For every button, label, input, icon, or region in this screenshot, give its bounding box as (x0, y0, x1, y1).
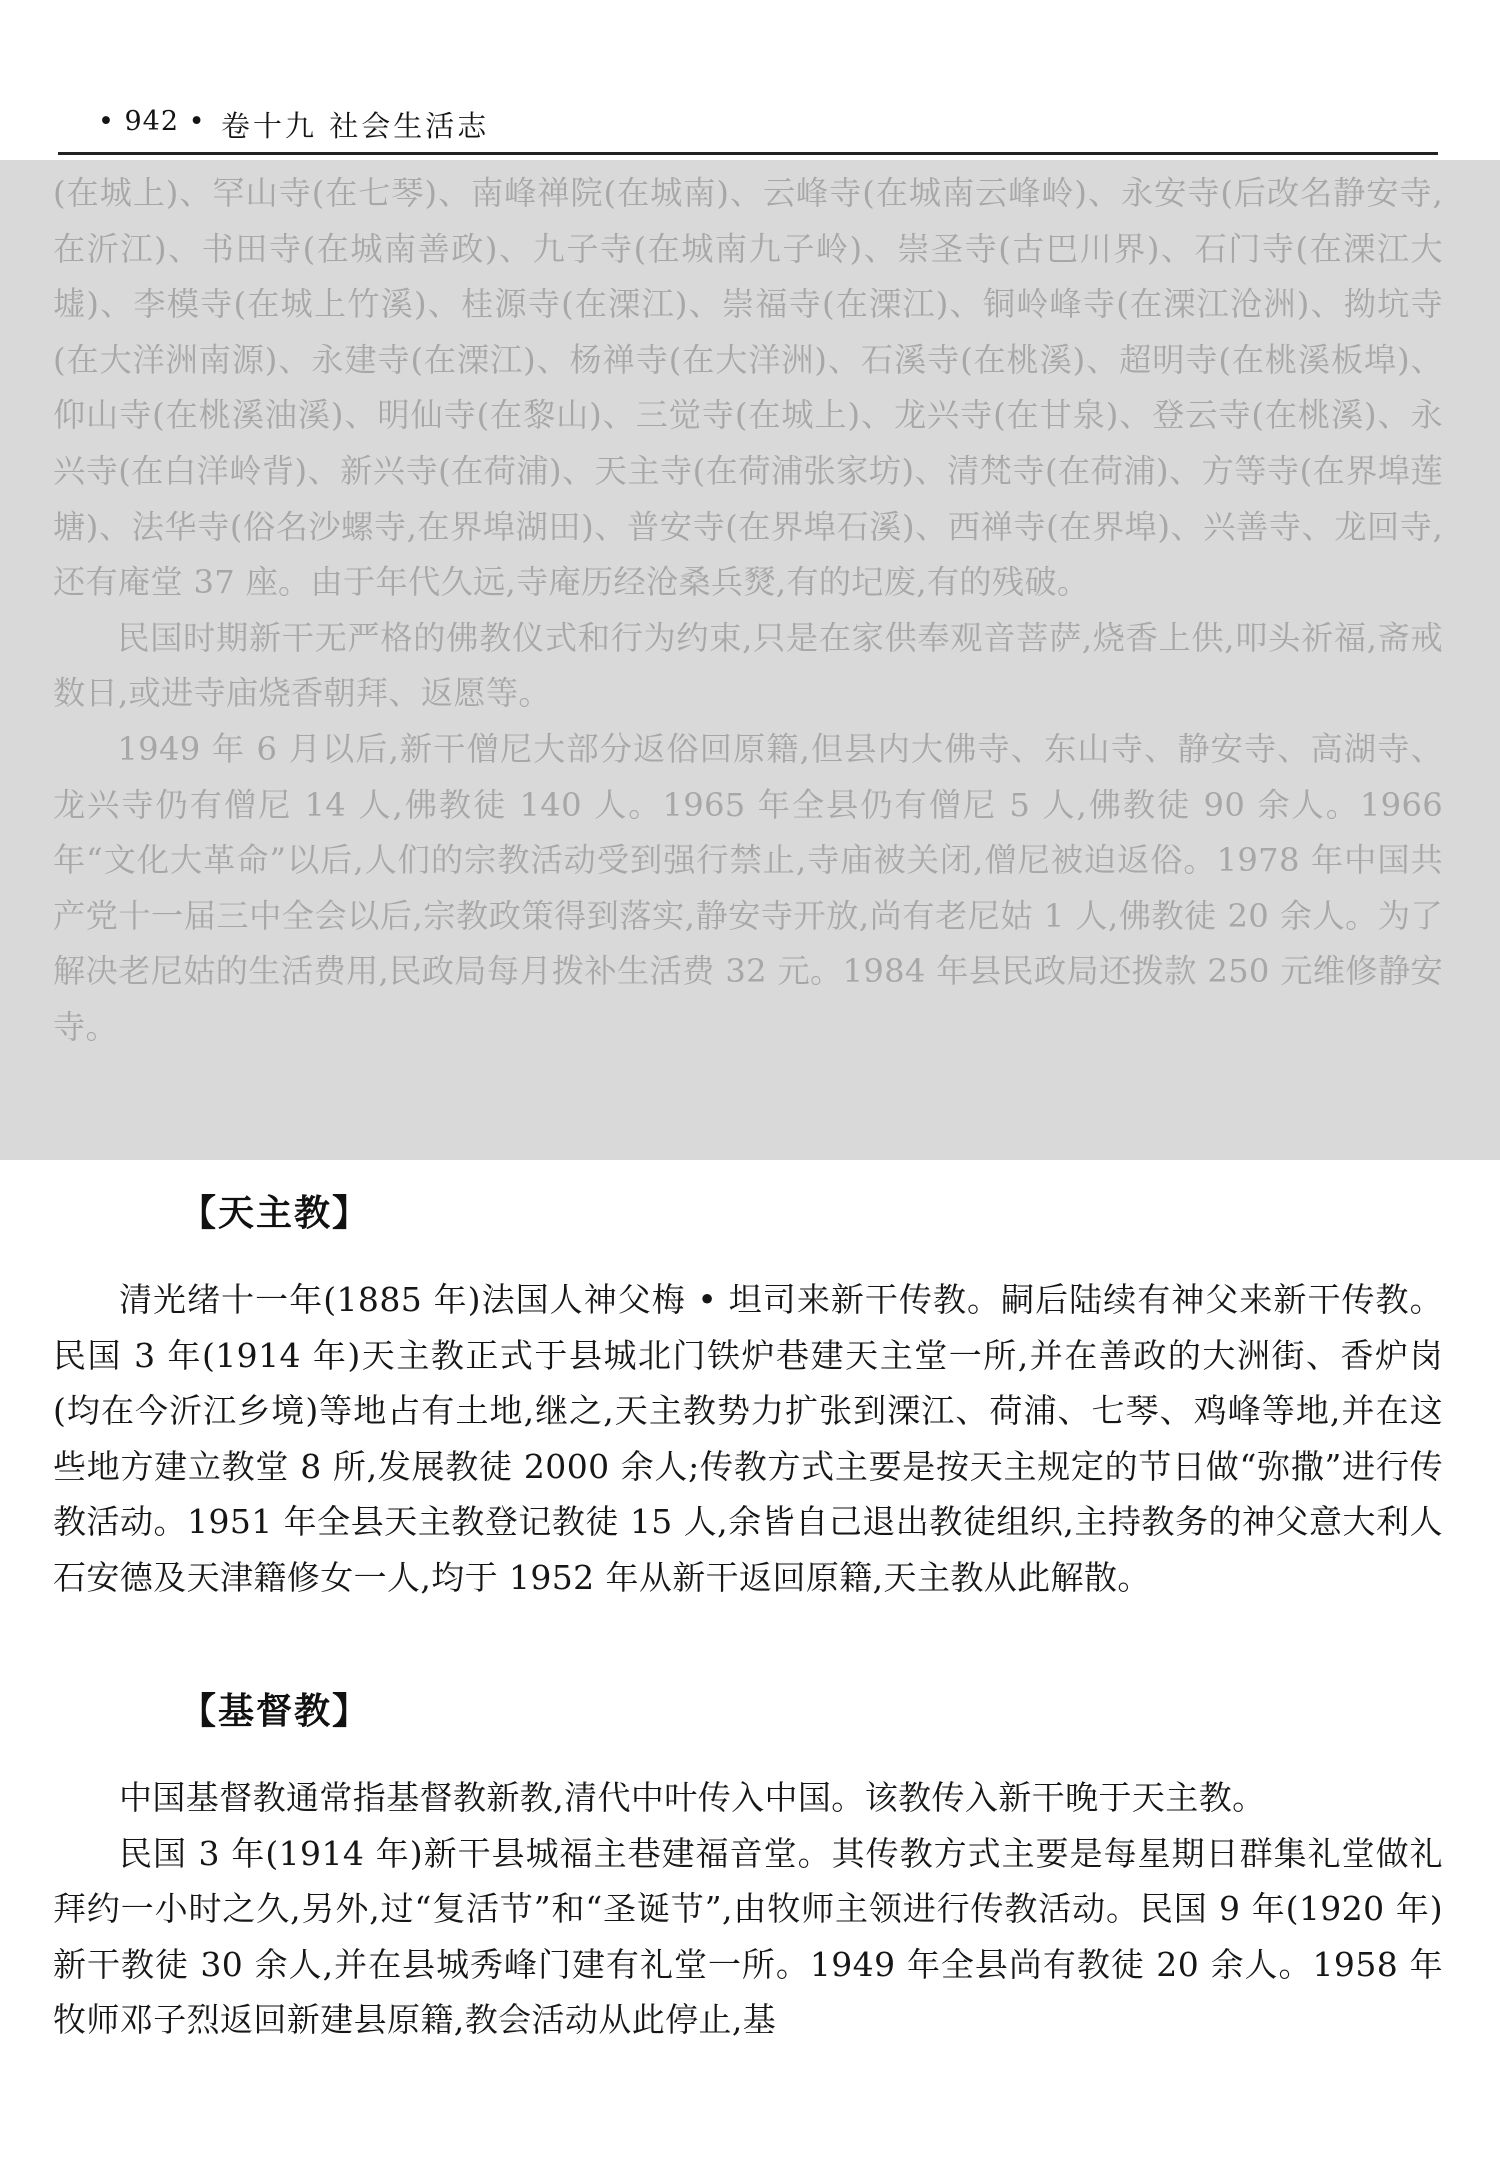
temple-list-paragraph: (在城上)、罕山寺(在七琴)、南峰禅院(在城南)、云峰寺(在城南云峰岭)、永安寺(后改名静安寺,在沂江)、书田寺(在城南善政)、九子寺(在城南九子岭)、崇圣寺(古巴川界)、石门寺(在溧江大墟)、李模寺(在城上竹溪)、桂源寺(在溧江)、崇福寺(在溧江)、铜岭峰寺(在溧江沧洲)、拗坑寺(在大洋洲南源)、永建寺(在溧江)、杨禅寺(在大洋洲)、石溪寺(在桃溪)、超明寺(在桃溪板埠)、仰山寺(在桃溪油溪)、明仙寺(在黎山)、三觉寺(在城上)、龙兴寺(在甘泉)、登云寺(在桃溪)、永兴寺(在白洋岭背)、新兴寺(在荷浦)、天主寺(在荷浦张家坊)、清梵寺(在荷浦)、方等寺(在界埠莲塘)、法华寺(俗名沙螺寺,在界埠湖田)、普安寺(在界埠石溪)、西禅寺(在界埠)、兴善寺、龙回寺,还有庵堂 37 座。由于年代久远,寺庵历经沧桑兵燹,有的圮废,有的残破。 (53, 174, 1443, 602)
page-number: • 942 • (98, 106, 206, 137)
catholicism-section (53, 1272, 1443, 1605)
page-header (58, 100, 1438, 150)
catholicism-paragraph: 清光绪十一年(1885 年)法国人神父梅 • 坦司来新干传教。嗣后陆续有神父来新干传教。民国 3 年(1914 年)天主教正式于县城北门铁炉巷建天主堂一所,并在善政的大洲街、香炉岗(均在今沂江乡境)等地占有土地,继之,天主教势力扩张到溧江、荷浦、七琴、鸡峰等地,并在这些地方建立教堂 8 所,发展教徒 2000 余人;传教方式主要是按天主规定的节日做“弥撒”进行传教活动。1951 年全县天主教登记教徒 15 人,余皆自己退出教徒组织,主持教务的神父意大利人石安德及天津籍修女一人,均于 1952 年从新干返回原籍,天主教从此解散。 (53, 1280, 1443, 1597)
header-rule (58, 152, 1438, 155)
catholicism-heading: 【天主教】 (180, 1192, 371, 1234)
republic-era-paragraph: 民国时期新干无严格的佛教仪式和行为约束,只是在家供奉观音菩萨,烧香上供,叩头祈福,斋戒数日,或进寺庙烧香朝拜、返愿等。 (53, 618, 1443, 713)
buddhism-text-block (53, 166, 1443, 1056)
christianity-intro-paragraph: 中国基督教通常指基督教新教,清代中叶传入中国。该教传入新干晚于天主教。 (119, 1778, 1266, 1817)
post-1949-paragraph: 1949 年 6 月以后,新干僧尼大部分返俗回原籍,但县内大佛寺、东山寺、静安寺、高湖寺、龙兴寺仍有僧尼 14 人,佛教徒 140 人。1965 年全县仍有僧尼 5 人,佛教徒 90 余人。1966 年“文化大革命”以后,人们的宗教活动受到强行禁止,寺庙被关闭,僧尼被迫返俗。1978 年中国共产党十一届三中全会以后,宗教政策得到落实,静安寺开放,尚有老尼姑 1 人,佛教徒 20 余人。为了解决老尼姑的生活费用,民政局每月拨补生活费 32 元。1984 年县民政局还拨款 250 元维修静安寺。 (53, 729, 1443, 1046)
buddhism-shaded-section (0, 160, 1500, 1160)
volume-title: 卷十九 社会生活志 (221, 109, 490, 143)
christianity-section (53, 1770, 1443, 2048)
christianity-history-paragraph: 民国 3 年(1914 年)新干县城福主巷建福音堂。其传教方式主要是每星期日群集礼堂做礼拜约一小时之久,另外,过“复活节”和“圣诞节”,由牧师主领进行传教活动。民国 9 年(1920 年)新干教徒 30 余人,并在县城秀峰门建有礼堂一所。1949 年全县尚有教徒 20 余人。1958 年牧师邓子烈返回新建县原籍,教会活动从此停止,基 (53, 1833, 1443, 2039)
christianity-heading: 【基督教】 (180, 1690, 371, 1732)
